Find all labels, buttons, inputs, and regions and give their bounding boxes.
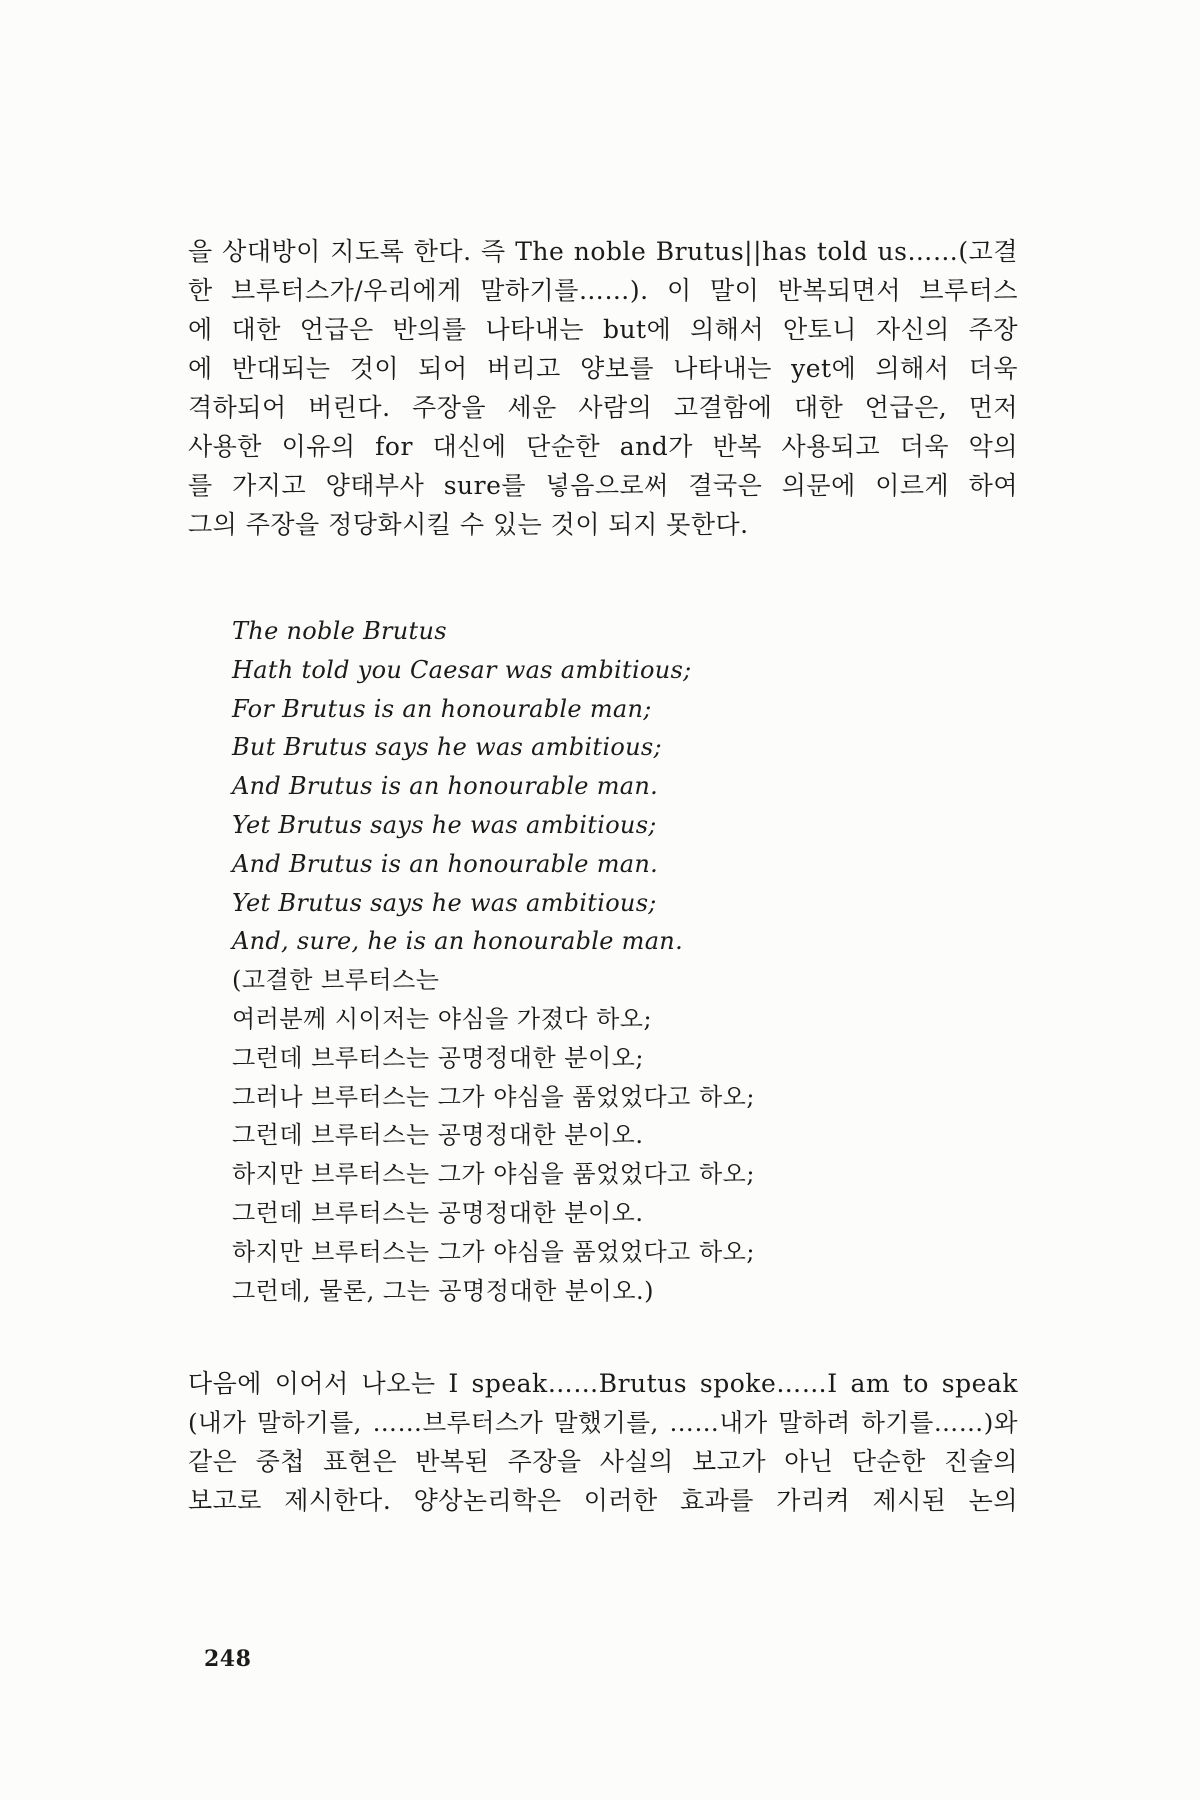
verse-line-korean: 그런데 브루터스는 공명정대한 분이오; bbox=[232, 1043, 644, 1072]
verse-line-korean: 그런데 브루터스는 공명정대한 분이오. bbox=[232, 1121, 644, 1150]
verse-line-english: The noble Brutus bbox=[232, 617, 447, 645]
verse-line-english: And Brutus is an honourable man. bbox=[232, 849, 659, 878]
text-line: 사용한 이유의 for 대신에 단순한 and가 반복 사용되고 더욱 악의 bbox=[188, 432, 1018, 461]
text-line: 에 대한 언급은 반의를 나타내는 but에 의해서 안토니 자신의 주장 bbox=[188, 315, 1018, 344]
text-line: 다음에 이어서 나오는 I speak……Brutus spoke……I am to speak bbox=[188, 1369, 1018, 1398]
verse-line-korean: 그런데, 물론, 그는 공명정대한 분이오.) bbox=[232, 1276, 655, 1305]
quoted-verse bbox=[232, 612, 755, 1310]
verse-line-english: And Brutus is an honourable man. bbox=[232, 772, 659, 801]
verse-line-korean: 하지만 브루터스는 그가 야심을 품었었다고 하오; bbox=[232, 1160, 755, 1189]
verse-line-korean: 하지만 브루터스는 그가 야심을 품었었다고 하오; bbox=[232, 1237, 755, 1266]
text-line: 에 반대되는 것이 되어 버리고 양보를 나타내는 yet에 의해서 더욱 bbox=[188, 354, 1018, 383]
body-paragraph-bottom bbox=[188, 1364, 1018, 1520]
verse-line-english: Yet Brutus says he was ambitious; bbox=[232, 810, 657, 839]
verse-line-korean: (고결한 브루터스는 bbox=[232, 966, 440, 995]
text-line: 한 브루터스가/우리에게 말하기를……). 이 말이 반복되면서 브루터스 bbox=[188, 276, 1018, 305]
text-line: 을 상대방이 지도록 한다. 즉 The noble Brutus||has told us……(고결 bbox=[188, 237, 1018, 266]
verse-line-english: For Brutus is an honourable man; bbox=[232, 694, 652, 723]
page-number: 248 bbox=[204, 1646, 252, 1672]
verse-line-english: But Brutus says he was ambitious; bbox=[232, 733, 662, 762]
text-line: 보고로 제시한다. 양상논리학은 이러한 효과를 가리켜 제시된 논의 bbox=[188, 1486, 1018, 1515]
verse-line-korean: 그러나 브루터스는 그가 야심을 품었었다고 하오; bbox=[232, 1082, 755, 1111]
text-line: (내가 말하기를, ……브루터스가 말했기를, ……내가 말하려 하기를……)와 bbox=[188, 1408, 1018, 1437]
body-paragraph-top bbox=[188, 232, 1018, 544]
verse-line-korean: 그런데 브루터스는 공명정대한 분이오. bbox=[232, 1198, 644, 1227]
verse-line-english: Yet Brutus says he was ambitious; bbox=[232, 888, 657, 917]
text-line: 그의 주장을 정당화시킬 수 있는 것이 되지 못한다. bbox=[188, 510, 749, 539]
verse-line-korean: 여러분께 시이저는 야심을 가졌다 하오; bbox=[232, 1004, 653, 1033]
text-line: 같은 중첩 표현은 반복된 주장을 사실의 보고가 아닌 단순한 진술의 bbox=[188, 1447, 1018, 1476]
verse-line-english: Hath told you Caesar was ambitious; bbox=[232, 655, 692, 684]
verse-line-english: And, sure, he is an honourable man. bbox=[232, 927, 683, 956]
text-line: 격하되어 버린다. 주장을 세운 사람의 고결함에 대한 언급은, 먼저 bbox=[188, 393, 1018, 422]
text-line: 를 가지고 양태부사 sure를 넣음으로써 결국은 의문에 이르게 하여 bbox=[188, 471, 1018, 500]
